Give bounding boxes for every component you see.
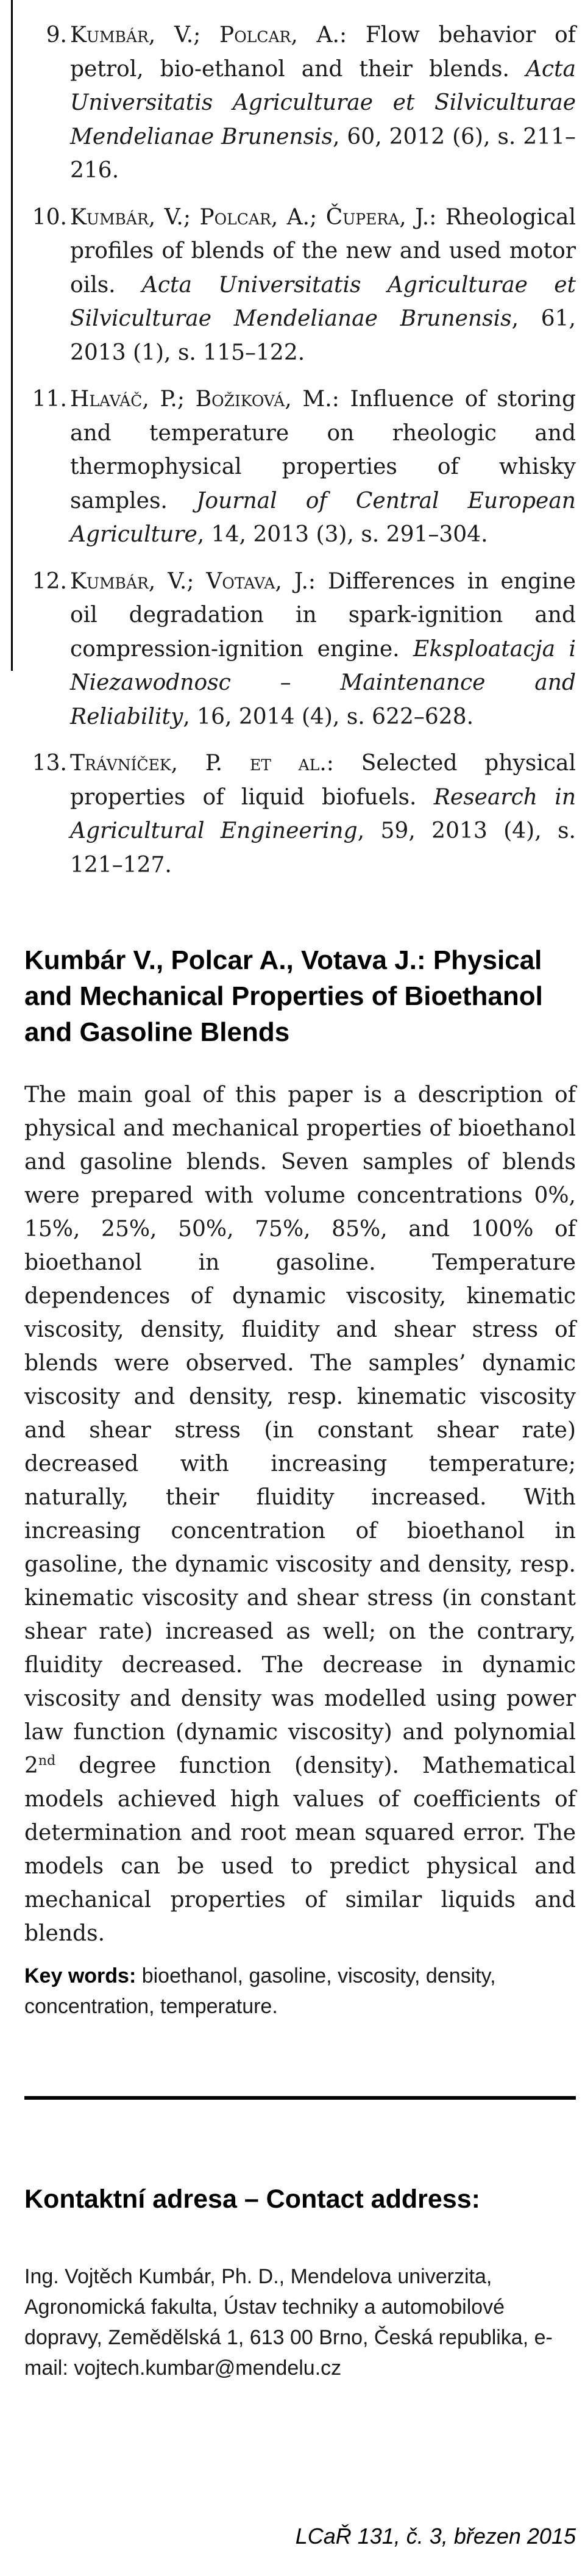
- reference-authors: Hlaváč, P.; Božiková, M.: [70, 387, 332, 412]
- reference-title: : Influence of storing and temperature on rheologic and thermophysical properties of whisky samples.: [70, 387, 576, 513]
- contact-address: Ing. Vojtěch Kumbár, Ph. D., Mendelova univerzita, Agronomická fakulta, Ústav techniky a automobilové dopravy, Zemědělská 1, 613 00 Brno, Česká republika, e-mail: vojtech.kumbar@mendelu.cz: [24, 2265, 553, 2380]
- reference-item: [24, 18, 576, 188]
- reference-number: 10.: [32, 204, 67, 230]
- keywords: [24, 1961, 576, 2022]
- page-footer: LCaŘ 131, č. 3, březen 2015: [295, 2524, 576, 2549]
- reference-details: , 61, 2013 (1), s. 115–122.: [70, 306, 576, 365]
- abstract-text-part1: The main goal of this paper is a description of physical and mechanical properties of bioethanol and gasoline blends. Seven samples of blends were prepared with volume concentrations 0%, 15%, 25%, 50%, 75%, 85%, and 100% of bioethanol in gasoline. Temperature dependences of dynamic viscosity, kinematic viscosity, density, fluidity and shear stress of blends were observed. The samples’ dynamic viscosity and density, resp. kinematic viscosity and shear stress (in constant shear rate) decreased with increasing temperature; naturally, their fluidity increased. With increasing concentration of bioethanol in gasoline, the dynamic viscosity and density, resp. kinematic viscosity and shear stress (in constant shear rate) increased as well; on the contrary, fluidity decreased. The decrease in dynamic viscosity and density was modelled using power law function (dynamic viscosity) and polynomial 2: [24, 1082, 576, 1778]
- reference-journal: Acta Universitatis Agriculturae et Silviculturae Mendelianae Brunensis: [70, 272, 576, 331]
- abstract-body: [24, 1078, 576, 1950]
- reference-number: 12.: [32, 568, 67, 594]
- reference-journal: Acta Universitatis Agriculturae et Silviculturae Mendelianae Brunensis: [70, 56, 576, 149]
- reference-item: [24, 746, 576, 882]
- section-divider: [24, 2096, 576, 2100]
- reference-authors: Kumbár, V.; Polcar, A.; Čupera, J.: [70, 204, 430, 230]
- reference-authors: Kumbár, V.; Votava, J.: [70, 568, 308, 594]
- reference-title: : Rheological profiles of blends of the new and used motor oils.: [70, 204, 576, 298]
- reference-details: , 16, 2014 (4), s. 622–628.: [183, 704, 474, 729]
- keywords-text: bioethanol, gasoline, viscosity, density, concentration, temperature.: [24, 1964, 496, 2018]
- reference-authors: Trávníček, P. et al.: [70, 751, 327, 776]
- reference-authors: Kumbár, V.; Polcar, A.: [70, 23, 339, 48]
- reference-details: , 14, 2013 (3), s. 291–304.: [197, 522, 488, 547]
- reference-item: [24, 565, 576, 734]
- reference-list: [24, 18, 576, 895]
- contact-title: Kontaktní adresa – Contact address:: [24, 2184, 480, 2214]
- reference-journal: Eksploatacja i Niezawodnosc – Maintenance and Reliability: [70, 636, 576, 729]
- reference-details: , 60, 2012 (6), s. 211–216.: [70, 124, 576, 183]
- ordinal-superscript: nd: [38, 1753, 56, 1769]
- keywords-label: Key words:: [24, 1964, 136, 1987]
- reference-journal: Research in Agricultural Engineering: [70, 784, 576, 843]
- abstract-title: Kumbár V., Polcar A., Votava J.: Physical and Mechanical Properties of Bioethanol and Gasoline Blends: [24, 945, 543, 1047]
- reference-number: 13.: [32, 751, 67, 776]
- reference-title: : Differences in engine oil degradation in spark-ignition and compression-ignition engine.: [70, 568, 576, 662]
- reference-details: , 59, 2013 (4), s. 121–127.: [70, 818, 576, 878]
- reference-number: 9.: [46, 23, 67, 48]
- reference-number: 11.: [32, 387, 67, 412]
- reference-title: : Selected physical properties of liquid biofuels.: [70, 751, 576, 810]
- reference-title: : Flow behavior of petrol, bio-ethanol and their blends.: [70, 23, 576, 82]
- abstract-text-part2: degree function (density). Mathematical models achieved high values of coefficients of determination and root mean squared error. The models can be used to predict physical and mechanical properties of similar liquids and blends.: [24, 1753, 576, 1946]
- reference-item: [24, 201, 576, 370]
- column-divider-line: [11, 0, 13, 671]
- reference-item: [24, 382, 576, 552]
- reference-journal: Journal of Central European Agriculture: [70, 488, 576, 547]
